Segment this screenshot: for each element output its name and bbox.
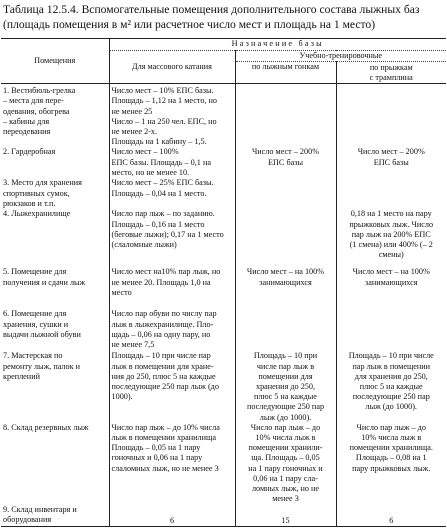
caption-line-1: Таблица 12.5.4. Вспомогательные помещения дополнительного состава лыжных баз	[3, 3, 420, 16]
header-mass: Для массового катания	[109, 51, 235, 84]
jumps-cell	[336, 84, 446, 148]
mass-cell: Число мест на10% пар лыж, но не менее 20. Площадь 1,0 на место	[109, 267, 235, 309]
header-jumps: по прыжкам с трамплина	[336, 62, 446, 84]
table-row	[1, 178, 446, 209]
header-races: по лыжным гонкам	[235, 62, 336, 84]
table-row	[1, 309, 446, 351]
table-row	[1, 209, 446, 267]
room-name: 7. Мастерская по ремонту лыж, палок и креплений	[3, 351, 81, 381]
mass-cell: Число мест – 100% ЕПС базы. Площадь – 0,1 на место, но не менее 10.	[109, 147, 235, 178]
mass-cell: Число пар лыж – до 10% числа лыж в помещении хранилища Площадь – 0,05 на 1 пару гоночных и 0,06 на 1 пару слаломных лыж, но не менее 3	[109, 423, 235, 505]
mass-cell: Число пар обуви по числу пар лыж в лыжехранилище. Пло- щадь – 0,06 на одну пару, но не менее 7,5	[109, 309, 235, 351]
jumps-cell: 6	[336, 505, 446, 527]
room-name: 4. Лыжехранилище	[3, 209, 71, 219]
jumps-cell: 0,18 на 1 место на пару прыжковых лыж. Число пар лыж на 200% ЕПС (1 смена) или 400% (– 2 смены)	[336, 209, 446, 267]
mass-cell: Число мест – 25% ЕПС базы. Площадь – 0,04 на 1 место.	[109, 178, 235, 209]
room-name: 6. Помещение для хранения, сушки и выдачи лыжной обуви	[3, 309, 81, 339]
races-cell	[235, 178, 336, 209]
mass-cell: Площадь – 10 при числе пар лыж в помещении для хране- ния до 250, плюс 5 на каждые последующие 250 пар лыж (до 1000).	[109, 351, 235, 422]
jumps-cell: Число мест – 200% ЕПС базы	[336, 147, 446, 178]
races-cell: Число мест – 200% ЕПС базы	[235, 147, 336, 178]
races-cell: Число мест – на 100% занимающихся	[235, 267, 336, 309]
header-rooms: Помещения	[1, 39, 109, 84]
races-cell: Число пар лыж – до 10% числа лыж в помещении хранили- ща. Площадь – 0,05 на 1 пару гоночных и 0,06 на 1 пару сла- ломных лыж, но не менее 3	[235, 423, 336, 505]
mass-cell: Число пар лыж – по заданию. Площадь – 0,16 на 1 место (беговые лыжи); 0,17 на 1 место (слаломные лыжи)	[109, 209, 235, 267]
room-name: 5. Помещение для получения и сдачи лыж	[3, 267, 86, 287]
table-row	[1, 423, 446, 505]
races-cell	[235, 309, 336, 351]
mass-cell: Число мест – 10% ЕПС базы. Площадь – 1,12 на 1 место, но не менее 25 Число – 1 на 250 чел. ЕПС, но не менее 2-х. Площадь на 1 кабину – 1,5.	[109, 84, 235, 148]
races-cell	[235, 209, 336, 267]
table-row	[1, 147, 446, 178]
races-cell	[235, 84, 336, 148]
races-cell: Площадь – 10 при числе пар лыж в помещении для хранения до 250, плюс 5 на каждые последующие 250 пар лыж (до 1000).	[235, 351, 336, 422]
jumps-cell: Число пар лыж – до 10% числа лыж в помещении хранилища. Площадь – 0,08 на 1 пару прыжковых лыж.	[336, 423, 446, 505]
header-training: Учебно-тренировочные	[235, 51, 446, 62]
mass-cell: 6	[109, 505, 235, 527]
room-name: 1. Вестибюль-грелка – места для пере- одевания, обогрева – кабины для переодевания	[3, 86, 76, 137]
caption-line-2: (площадь помещения в м² или расчетное число мест и площадь на 1 место)	[3, 18, 376, 31]
table-row	[1, 351, 446, 422]
jumps-cell: Число мест – на 100% занимающихся	[336, 267, 446, 309]
room-name: 8. Склад резервных лыж	[3, 422, 89, 432]
table-row	[1, 505, 446, 527]
table-caption	[3, 2, 444, 32]
room-name: 3. Место для хранения спортивных сумок, рюкзаков и т.п.	[3, 178, 82, 208]
table-row	[1, 267, 446, 309]
jumps-cell	[336, 178, 446, 209]
rooms-table	[1, 38, 446, 527]
races-cell: 15	[235, 505, 336, 527]
table-row	[1, 84, 446, 148]
room-name: 9. Склад инвентаря и оборудования	[1, 505, 109, 527]
jumps-cell	[336, 309, 446, 351]
jumps-cell: Площадь – 10 при числе пар лыж в помещении для хранения до 250, плюс 5 на каждые последующие 250 пар лыж (до 1000).	[336, 351, 446, 422]
room-name: 2. Гардеробная	[3, 147, 56, 157]
header-purpose: Назначение базы	[109, 39, 446, 51]
